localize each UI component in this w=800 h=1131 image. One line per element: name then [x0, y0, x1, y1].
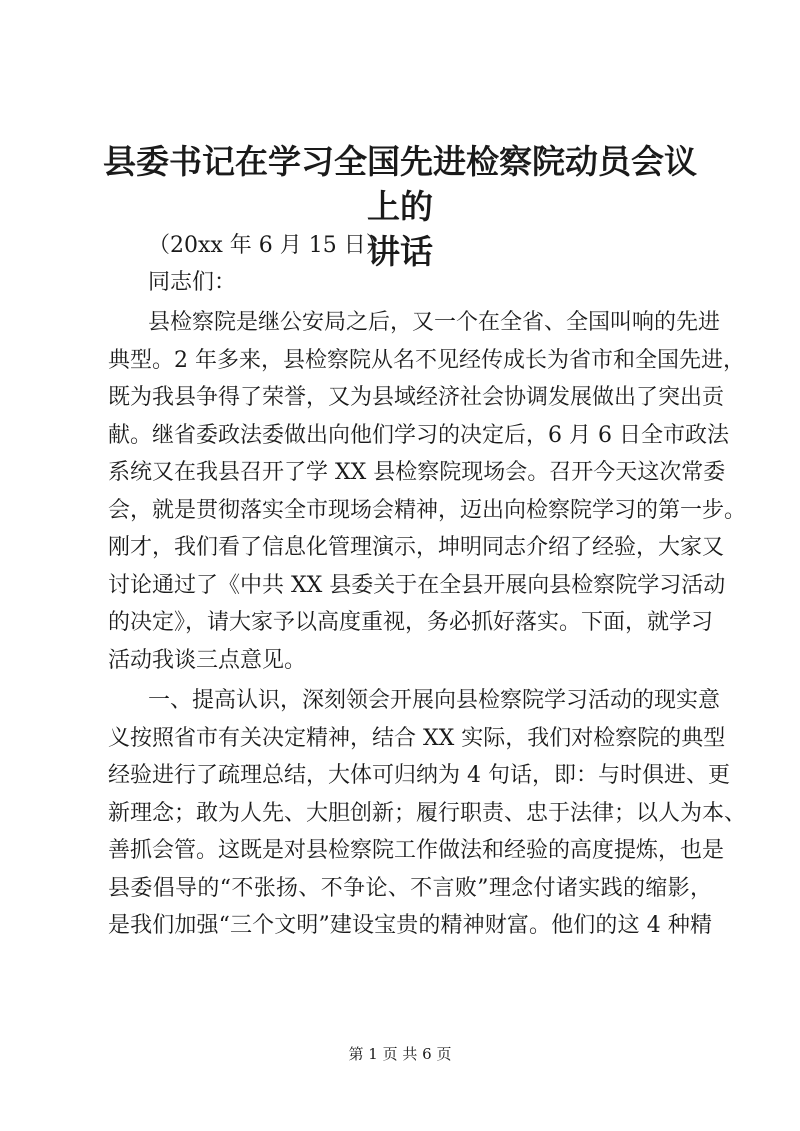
paragraph-2-line: 县委倡导的“不张扬、不争论、不言败”理念付诸实践的缩影，: [108, 876, 712, 901]
title-line-2: 讲话: [367, 232, 433, 271]
paragraph-1-line: 刚才，我们看了信息化管理演示，坤明同志介绍了经验，大家又: [108, 535, 725, 560]
paragraph-1-line: 讨论通过了《中共 XX 县委关于在全县开展向县检察院学习活动: [108, 573, 726, 598]
paragraph-1-line: 系统又在我县召开了学 XX 县检察院现场会。召开今天这次常委: [108, 460, 726, 485]
paragraph-2-line: 新理念；敢为人先、大胆创新；履行职责、忠于法律；以人为本、: [108, 801, 747, 826]
title-line-1: 县委书记在学习全国先进检察院动员会议上的: [103, 142, 697, 226]
paragraph-2-line: 善抓会管。这既是对县检察院工作做法和经验的高度提炼，也是: [108, 838, 725, 863]
paragraph-2-line: 义按照省市有关决定精神，结合 XX 实际，我们对检察院的典型: [108, 726, 726, 751]
paragraph-1-line: 县检察院是继公安局之后，又一个在全省、全国叫响的先进: [148, 310, 721, 335]
salutation: 同志们：: [148, 270, 237, 295]
paragraph-1-line: 的决定》，请大家予以高度重视，务必抓好落实。下面，就学习: [108, 610, 714, 635]
paragraph-1-line: 典型。2 年多来，县检察院从名不见经传成长为省市和全国先进，: [108, 348, 745, 373]
paragraph-2-line: 是我们加强“三个文明”建设宝贵的精神财富。他们的这 4 种精: [108, 913, 712, 938]
paragraph-2-line: 一、提高认识，深刻领会开展向县检察院学习活动的现实意: [148, 688, 721, 713]
paragraph-2-line: 经验进行了疏理总结，大体可归纳为 4 句话，即：与时俱进、更: [108, 763, 730, 788]
page-footer: 第 1 页 共 6 页: [348, 1045, 452, 1063]
paragraph-1-line: 既为我县争得了荣誉，又为县域经济社会协调发展做出了突出贡: [108, 385, 725, 410]
paragraph-1-line: 献。继省委政法委做出向他们学习的决定后，6 月 6 日全市政法: [108, 423, 729, 448]
paragraph-1-line: 活动我谈三点意见。: [108, 648, 307, 673]
paragraph-1-line: 会，就是贯彻落实全市现场会精神，迈出向检察院学习的第一步。: [108, 498, 747, 523]
date-line: （20xx 年 6 月 15 日）: [148, 233, 388, 258]
